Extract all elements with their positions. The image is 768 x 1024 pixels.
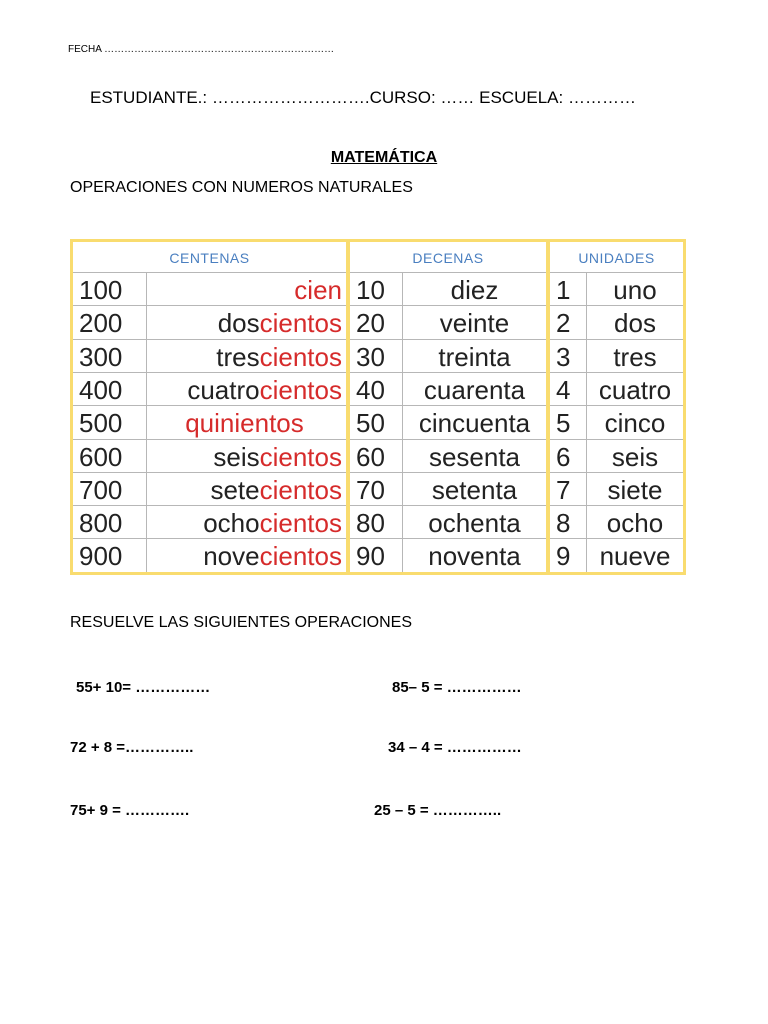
- table-row: [73, 305, 346, 339]
- name-prefix: cuatro: [187, 374, 260, 405]
- decenas-column: [350, 242, 546, 572]
- number-name-cell: [146, 506, 346, 539]
- name-suffix-highlight: cientos: [259, 308, 342, 339]
- table-row: [550, 372, 683, 406]
- number-cell: 400: [79, 374, 123, 405]
- centenas-column: [73, 242, 346, 572]
- operation-left: 55+ 10= ……………: [76, 679, 211, 696]
- operation-left: 75+ 9 = ………….: [70, 802, 190, 819]
- name-suffix-highlight: cientos: [259, 508, 342, 539]
- table-row: [73, 405, 346, 439]
- number-name-cell: [146, 406, 346, 439]
- fecha-line: FECHA ……………………………………………………………: [68, 44, 335, 55]
- number-name-cell: [146, 373, 346, 406]
- table-row: [350, 405, 546, 439]
- number-name-cell: seis: [586, 440, 683, 473]
- number-cell: 20: [356, 308, 385, 339]
- number-names-table: [70, 239, 686, 575]
- number-cell: 1: [556, 275, 571, 305]
- table-row: [550, 272, 683, 306]
- number-cell: 100: [79, 275, 123, 305]
- table-row: [73, 505, 346, 539]
- number-name-cell: nueve: [586, 539, 683, 572]
- number-cell: 900: [79, 541, 123, 572]
- table-row: [73, 372, 346, 406]
- number-name-cell: cinco: [586, 406, 683, 439]
- table-row: [550, 505, 683, 539]
- number-name-cell: [146, 539, 346, 572]
- number-name-cell: [146, 306, 346, 339]
- number-cell: 70: [356, 474, 385, 505]
- table-row: [350, 505, 546, 539]
- number-cell: 300: [79, 341, 123, 372]
- name-prefix: dos: [217, 308, 260, 339]
- number-cell: 9: [556, 541, 571, 572]
- name-prefix: seis: [213, 441, 260, 472]
- number-cell: 60: [356, 441, 385, 472]
- number-name-cell: siete: [586, 473, 683, 506]
- name-suffix-highlight: cientos: [259, 341, 342, 372]
- name-suffix-highlight: cientos: [259, 541, 342, 572]
- name-suffix-highlight: cientos: [259, 474, 342, 505]
- table-row: [350, 472, 546, 506]
- number-cell: 30: [356, 341, 385, 372]
- number-cell: 3: [556, 341, 571, 372]
- number-cell: 500: [79, 408, 123, 439]
- number-name-cell: [146, 273, 346, 306]
- table-row: [550, 472, 683, 506]
- number-name-cell: cincuenta: [402, 406, 546, 439]
- table-row: [350, 439, 546, 473]
- page-title: MATEMÁTICA: [330, 149, 438, 166]
- table-row: [73, 538, 346, 572]
- number-cell: 50: [356, 408, 385, 439]
- table-row: [350, 372, 546, 406]
- number-cell: 6: [556, 441, 571, 472]
- number-cell: 40: [356, 374, 385, 405]
- number-cell: 600: [79, 441, 123, 472]
- number-cell: 5: [556, 408, 571, 439]
- number-name-cell: tres: [586, 340, 683, 373]
- column-header: UNIDADES: [578, 250, 655, 266]
- table-row: [350, 538, 546, 572]
- name-suffix-highlight: quinientos: [185, 408, 304, 439]
- table-row: [350, 305, 546, 339]
- table-row: [73, 439, 346, 473]
- number-cell: 80: [356, 508, 385, 539]
- number-name-cell: treinta: [402, 340, 546, 373]
- number-cell: 700: [79, 474, 123, 505]
- name-suffix-highlight: cientos: [259, 441, 342, 472]
- number-name-cell: uno: [586, 273, 683, 306]
- name-prefix: nove: [203, 541, 260, 572]
- operation-right: 34 – 4 = ……………: [388, 739, 522, 756]
- name-suffix-highlight: cientos: [259, 374, 342, 405]
- table-row: [73, 339, 346, 373]
- number-name-cell: ocho: [586, 506, 683, 539]
- number-name-cell: [146, 440, 346, 473]
- number-cell: 10: [356, 275, 385, 305]
- number-cell: 4: [556, 374, 571, 405]
- operation-right: 85– 5 = ……………: [392, 679, 522, 696]
- number-name-cell: ochenta: [402, 506, 546, 539]
- operation-left: 72 + 8 =…………..: [70, 739, 194, 756]
- number-name-cell: dos: [586, 306, 683, 339]
- name-suffix-highlight: cien: [294, 275, 342, 305]
- table-row: [550, 439, 683, 473]
- unidades-column: [550, 242, 683, 572]
- column-header: CENTENAS: [169, 250, 250, 266]
- page-subtitle: OPERACIONES CON NUMEROS NATURALES: [70, 179, 413, 196]
- number-name-cell: [146, 340, 346, 373]
- number-cell: 800: [79, 508, 123, 539]
- table-row: [550, 405, 683, 439]
- table-row: [550, 538, 683, 572]
- table-row: [550, 305, 683, 339]
- table-row: [73, 272, 346, 306]
- number-cell: 200: [79, 308, 123, 339]
- number-name-cell: diez: [402, 273, 546, 306]
- number-name-cell: cuarenta: [402, 373, 546, 406]
- name-prefix: tres: [216, 341, 260, 372]
- number-cell: 2: [556, 308, 571, 339]
- column-header: DECENAS: [412, 250, 484, 266]
- number-name-cell: noventa: [402, 539, 546, 572]
- name-prefix: sete: [210, 474, 260, 505]
- table-row: [350, 272, 546, 306]
- number-name-cell: veinte: [402, 306, 546, 339]
- table-row: [350, 339, 546, 373]
- student-info-line: ESTUDIANTE.: ……………………….CURSO: …… ESCUELA: …………: [90, 88, 636, 107]
- number-cell: 90: [356, 541, 385, 572]
- number-name-cell: setenta: [402, 473, 546, 506]
- name-prefix: ocho: [203, 508, 260, 539]
- table-row: [550, 339, 683, 373]
- table-row: [73, 472, 346, 506]
- number-name-cell: sesenta: [402, 440, 546, 473]
- number-cell: 8: [556, 508, 571, 539]
- number-cell: 7: [556, 474, 571, 505]
- exercises-title: RESUELVE LAS SIGUIENTES OPERACIONES: [70, 614, 413, 631]
- number-name-cell: cuatro: [586, 373, 683, 406]
- number-name-cell: [146, 473, 346, 506]
- operation-right: 25 – 5 = …………..: [374, 802, 502, 819]
